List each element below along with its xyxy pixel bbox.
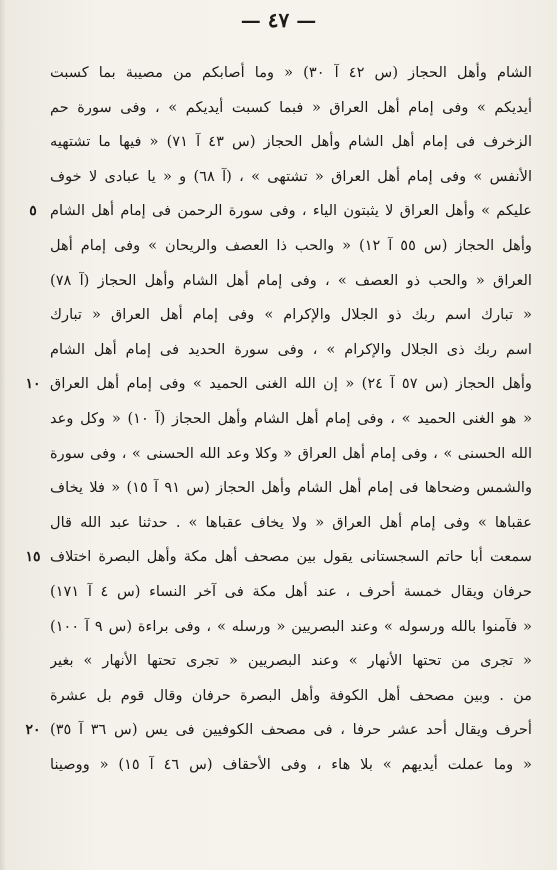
text-line: « هو الغنى الحميد » ، وفى إمام أهل الشام وأهل الحجاز (آ ١٠) « وكل وعد: [50, 409, 532, 427]
text-line: الزخرف فى إمام أهل الشام وأهل الحجاز (س ٤٣ آ ٧١) « فيها ما تشتهيه: [50, 133, 532, 151]
margin-line-number: ٢٠: [25, 722, 41, 739]
text-line: الأنفس » وفى إمام أهل العراق « تشتهى » ، (آ ٦٨) و « يا عبادى لا خوف: [50, 167, 532, 185]
text-line: « وما عملت أيديهم » بلا هاء ، وفى الأحقاف (س ٤٦ آ ١٥) « ووصينا: [50, 755, 532, 773]
text-line: والشمس وضحاها فى إمام أهل الشام وأهل الحجاز (س ٩١ آ ١٥) « فلا يخاف: [50, 479, 532, 497]
body-text: [50, 56, 532, 782]
margin-line-number: ١٥: [25, 549, 41, 566]
text-line: « تجرى من تحتها الأنهار » وعند البصريين « تجرى تحتها الأنهار » بغير: [50, 652, 532, 670]
text-line: حرفان ويقال خمسة أحرف ، عند أهل مكة فى آخر النساء (س ٤ آ ١٧١): [50, 582, 532, 600]
margin-line-number: ١٠: [25, 376, 41, 393]
text-line: وأهل الحجاز (س ٥٥ آ ١٢) « والحب ذا العصف والريحان » وفى إمام أهل: [50, 236, 532, 254]
text-line: عليكم » وأهل العراق لا يثبتون الياء ، وفى سورة الرحمن فى إمام أهل الشام: [50, 202, 532, 220]
text-line: سمعت أبا حاتم السجستانى يقول بين مصحف أهل مكة وأهل البصرة اختلاف: [50, 548, 532, 566]
text-line: أحرف ويقال أحد عشر حرفا ، فى مصحف الكوفيين فى يس (س ٣٦ آ ٣٥): [50, 721, 532, 739]
text-line: العراق « والحب ذو العصف » ، وفى إمام أهل الشام وأهل الحجاز (آ ٧٨): [50, 271, 532, 289]
page-number: — ٤٧ —: [240, 8, 317, 32]
text-line: من . وبين مصحف أهل الكوفة وأهل البصرة حرفان وقال قوم بل عشرة: [50, 686, 532, 704]
text-line: الشام وأهل الحجاز (س ٤٢ آ ٣٠) « وما أصابكم من مصيبة بما كسبت: [50, 64, 532, 81]
text-line: « تبارك اسم ربك ذو الجلال والإكرام » وفى إمام أهل العراق « تبارك: [50, 306, 532, 324]
text-line: اسم ربك ذى الجلال والإكرام » ، وفى سورة الحديد فى إمام أهل الشام: [50, 340, 532, 358]
text-line: الله الحسنى » ، وفى إمام أهل العراق « وكلا وعد الله الحسنى » ، وفى سورة: [50, 444, 532, 462]
margin-line-number: ٥: [29, 203, 37, 220]
text-line: أيديكم » وفى إمام أهل العراق « فبما كسبت أيديكم » ، وفى سورة حم: [50, 98, 532, 116]
text-line: وأهل الحجاز (س ٥٧ آ ٢٤) « إن الله الغنى الحميد » وفى إمام أهل العراق: [50, 375, 532, 393]
text-line: « فآمنوا بالله ورسوله » وعند البصريين « ورسله » ، وفى براءة (س ٩ آ ١٠٠): [50, 617, 532, 635]
text-line: عقباها » وفى إمام أهل العراق « ولا يخاف عقباها » . حدثنا عبد الله قال: [50, 513, 532, 531]
page-edge-shadow: [0, 0, 6, 870]
